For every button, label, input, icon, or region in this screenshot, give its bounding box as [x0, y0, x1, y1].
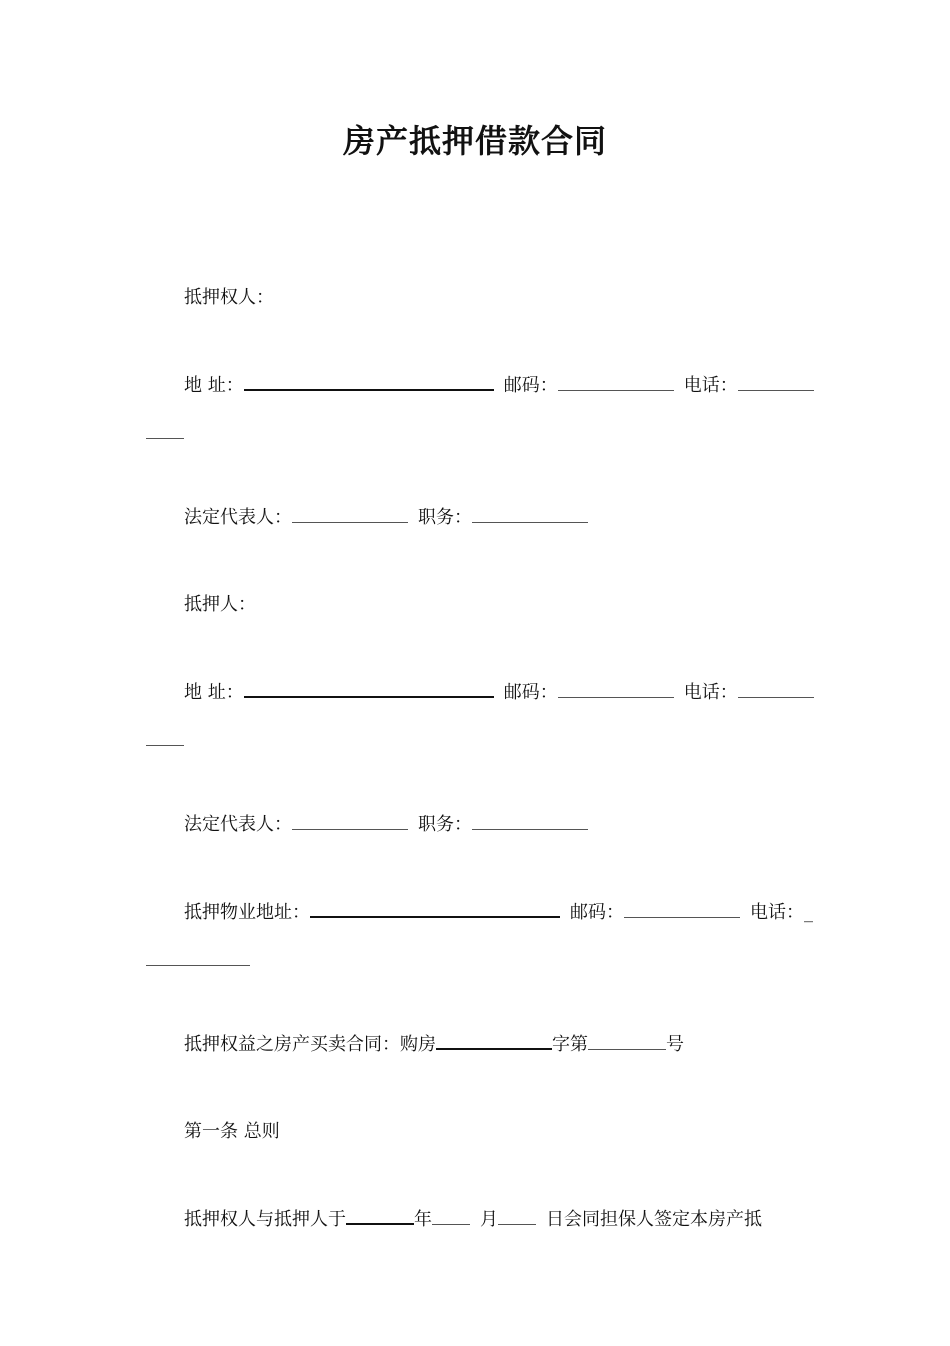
mortgagee-position-label: 职务： — [418, 507, 472, 528]
mortgagee-phone-field-cont[interactable] — [146, 422, 184, 439]
article-1-day-field[interactable] — [498, 1208, 536, 1225]
mortgagor-label: 抵押人： — [184, 594, 256, 615]
purchase-contract-text-c: 号 — [666, 1034, 684, 1055]
mortgagor-position-label: 职务： — [418, 814, 472, 835]
purchase-contract-prefix-field[interactable] — [436, 1032, 552, 1050]
mortgagee-phone-label: 电话： — [683, 375, 738, 396]
article-1-heading: 第一条 总则 — [184, 1121, 280, 1142]
property-phone-field[interactable] — [146, 949, 250, 966]
mortgagee-position-field[interactable] — [472, 506, 588, 523]
property-phone-label: 电话：_ — [750, 902, 813, 923]
article-1-text-c: 月 — [480, 1209, 498, 1230]
property-postcode-label: 邮码： — [570, 902, 624, 923]
purchase-contract-text-b: 字第 — [552, 1034, 588, 1055]
mortgagee-address-line — [184, 373, 814, 398]
mortgagee-phone-continuation — [146, 422, 184, 446]
property-postcode-field[interactable] — [624, 901, 740, 918]
article-1-month-field[interactable] — [432, 1208, 470, 1225]
mortgagor-rep-field[interactable] — [292, 813, 408, 830]
article-1-text-b: 年 — [414, 1209, 432, 1230]
purchase-contract-line — [184, 1032, 684, 1057]
mortgagee-label: 抵押权人： — [184, 287, 274, 308]
mortgagee-address-field[interactable] — [244, 373, 494, 391]
mortgagor-postcode-label: 邮码： — [503, 682, 558, 703]
purchase-contract-number-field[interactable] — [588, 1033, 666, 1050]
mortgagee-rep-label: 法定代表人： — [184, 507, 292, 528]
mortgagor-postcode-field[interactable] — [558, 681, 674, 698]
mortgagor-phone-continuation — [146, 729, 184, 753]
article-1-text-a: 抵押权人与抵押人于 — [184, 1209, 346, 1230]
mortgagor-address-label: 地 址： — [184, 682, 244, 703]
mortgagee-address-label: 地 址： — [184, 375, 244, 396]
article-1-text-line — [184, 1207, 762, 1232]
document-title: 房产抵押借款合同 — [342, 122, 607, 160]
property-address-line — [184, 900, 813, 925]
mortgagor-address-field[interactable] — [244, 680, 494, 698]
mortgagee-rep-line — [184, 506, 588, 530]
mortgagee-postcode-label: 邮码： — [503, 375, 558, 396]
mortgagor-phone-field[interactable] — [738, 681, 814, 698]
purchase-contract-text-a: 抵押权益之房产买卖合同：购房 — [184, 1034, 436, 1055]
mortgagee-phone-field[interactable] — [738, 374, 814, 391]
mortgagee-rep-field[interactable] — [292, 506, 408, 523]
property-address-label: 抵押物业地址： — [184, 902, 310, 923]
mortgagee-postcode-field[interactable] — [558, 374, 674, 391]
mortgagor-rep-line — [184, 813, 588, 837]
mortgagor-position-field[interactable] — [472, 813, 588, 830]
article-1-text-d: 日会同担保人签定本房产抵 — [546, 1209, 762, 1230]
mortgagor-address-line — [184, 680, 814, 705]
mortgagor-rep-label: 法定代表人： — [184, 814, 292, 835]
article-1-year-field[interactable] — [346, 1207, 414, 1225]
mortgagor-phone-field-cont[interactable] — [146, 729, 184, 746]
property-phone-continuation — [146, 949, 250, 973]
property-address-field[interactable] — [310, 900, 560, 918]
mortgagor-phone-label: 电话： — [683, 682, 738, 703]
